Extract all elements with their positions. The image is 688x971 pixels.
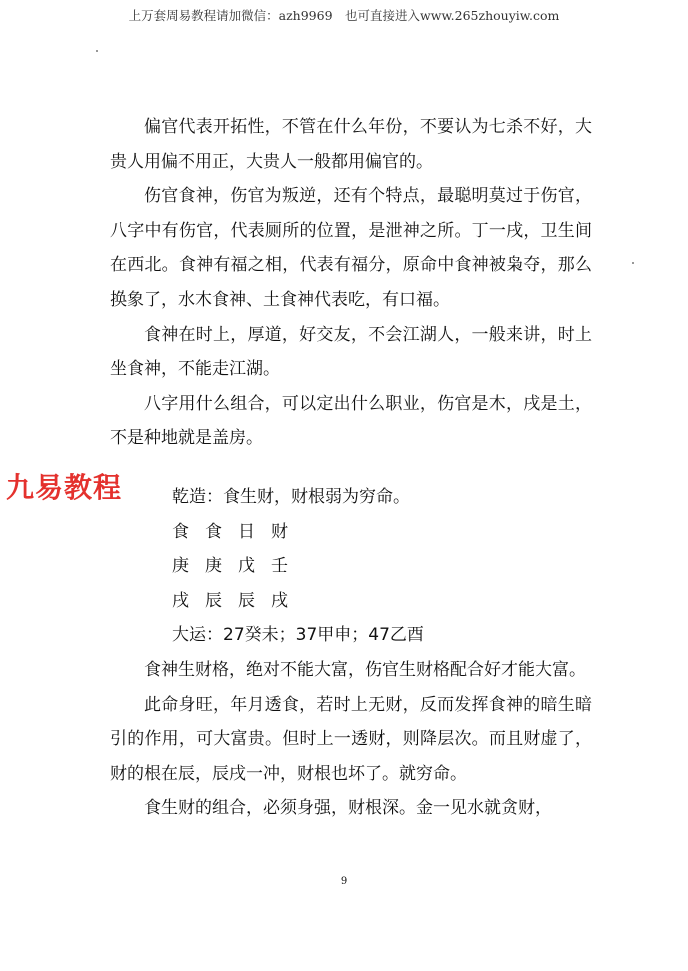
bazi-row-branches: 戌辰辰戌 bbox=[172, 590, 304, 611]
scan-speck bbox=[96, 50, 98, 52]
paragraph: 伤官食神，伤官为叛逆，还有个特点，最聪明莫过于伤官，八字中有伤官，代表厕所的位置，是泄神之所。丁一戌，卫生间在西北。食神有福之相，代表有福分，原命中食神被枭夺，那么换象了，水木食神、土食神代表吃，有口福。 bbox=[110, 186, 592, 310]
paragraph: 偏官代表开拓性，不管在什么年份，不要认为七杀不好，大贵人用偏不用正，大贵人一般都用偏官的。 bbox=[110, 117, 592, 172]
watermark-logo: 九易教程 bbox=[6, 471, 123, 504]
page-number: 9 bbox=[340, 876, 348, 887]
luck-cycles: 大运：27癸未；37甲申；47乙酉 bbox=[172, 625, 424, 646]
paragraph: 此命身旺，年月透食，若时上无财，反而发挥食神的暗生暗引的作用，可大富贵。但时上一透财，则降层次。而且财虚了，财的根在辰，辰戌一冲，财根也坏了。就穷命。 bbox=[110, 694, 592, 784]
case-title: 乾造：食生财，财根弱为穷命。 bbox=[172, 486, 410, 507]
bazi-row-stems: 庚庚戊壬 bbox=[172, 556, 304, 577]
paragraph: 食神在时上，厚道，好交友，不会江湖人，一般来讲，时上坐食神，不能走江湖。 bbox=[110, 324, 592, 380]
scan-speck bbox=[632, 262, 634, 264]
page-header: 上万套周易教程请加微信：azh9969 也可直接进入www.265zhouyiw.com bbox=[128, 8, 560, 23]
paragraph: 食生财的组合，必须身强，财根深。金一见水就贪财， bbox=[144, 798, 552, 819]
bazi-row-tengods: 食食日财 bbox=[172, 521, 304, 542]
paragraph: 八字用什么组合，可以定出什么职业，伤官是木，戌是土，不是种地就是盖房。 bbox=[110, 393, 592, 449]
paragraph: 食神生财格，绝对不能大富，伤官生财格配合好才能大富。 bbox=[144, 659, 586, 680]
section-gap bbox=[110, 456, 592, 480]
document-body bbox=[110, 110, 592, 826]
